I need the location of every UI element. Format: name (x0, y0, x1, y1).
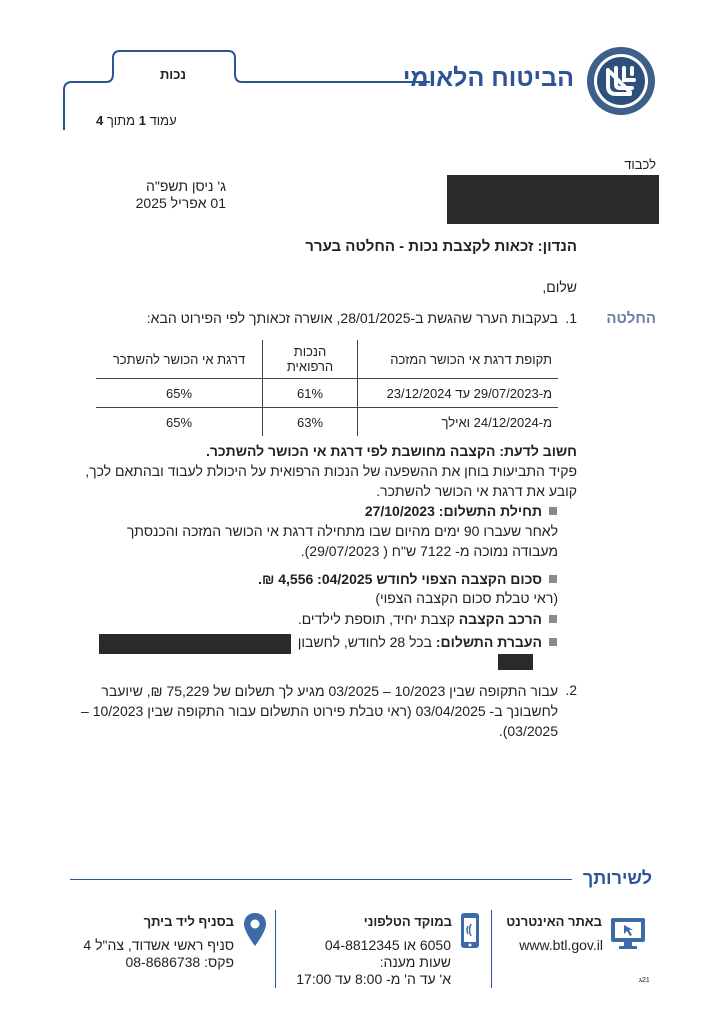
footer-divider (70, 879, 572, 880)
branch-title: בסניף ליד ביתך (143, 914, 234, 929)
computer-icon (608, 912, 648, 952)
transfer-title: העברת התשלום: (435, 634, 542, 650)
tab-disability: נכות (159, 67, 187, 82)
table-header-period: תקופת דרגת אי הכושר המזכה (390, 351, 552, 367)
page-current: 1 (138, 113, 146, 128)
web-title: באתר האינטרנט (506, 914, 602, 929)
composition-title: הרכב הקצבה (458, 611, 542, 627)
table-header-medical: הנכות הרפואית (263, 340, 358, 379)
recipient-label: לכבוד (624, 157, 656, 172)
page-of: מתוך (106, 113, 136, 128)
important-title: חשוב לדעת: הקצבה מחושבת לפי דרגת אי הכושר להשתכר. (205, 443, 577, 459)
footer-title: לשירותך (582, 868, 652, 888)
section-2-line-3: 03/2025). (498, 723, 558, 739)
phone-numbers[interactable]: 6050 או 04-8812345 (324, 937, 451, 953)
section-1-text: בעקבות הערר שהגשת ב-28/01/2025, אושרה זכאותך לפי הפירוט הבא: (146, 310, 558, 326)
gregorian-date: 01 אפריל 2025 (135, 195, 226, 211)
table-cell-period: מ-24/12/2024 ואילך (358, 408, 559, 437)
payment-start-title: תחילת התשלום: 27/10/2023 (364, 503, 542, 519)
table-cell-period: מ-29/07/2023 עד 23/12/2024 (358, 379, 559, 408)
phone-icon (459, 912, 481, 950)
table-cell-medical: 61% (263, 379, 358, 408)
important-line-1: פקיד התביעות בוחן את ההשפעה של הנכות הרפואית על היכולת לעבוד ובהתאם לכך, (85, 463, 577, 479)
bullet-square-icon (549, 575, 557, 583)
important-line-2: קובע את דרגת אי הכושר להשתכר. (376, 483, 577, 499)
greeting: שלום, (542, 279, 577, 295)
location-pin-icon (243, 912, 267, 948)
table-header-row (96, 340, 558, 379)
payment-start-line-1: לאחר שעברו 90 ימים מהיום שבו מתחילה דרגת אי הכושר המזכה והכנסתך (126, 523, 558, 539)
table-row (96, 408, 558, 437)
btl-logo-icon (586, 46, 656, 116)
footer-column-divider (275, 910, 276, 988)
redacted-address (447, 175, 659, 224)
transfer-text: בכל 28 לחודש, לחשבון (297, 634, 432, 650)
composition-line (298, 609, 542, 629)
hours-label: שעות מענה: (379, 954, 451, 970)
hours-text: א' עד ה' מ- 8:00 עד 17:00 (296, 971, 451, 987)
hebrew-date: ג' ניסן תשפ"ה (146, 178, 226, 194)
table-cell-incapacity: 65% (96, 408, 263, 437)
section-2-number: 2. (565, 682, 577, 698)
section-2-line-1: עבור התקופה שבין 10/2023 – 03/2025 מגיע לך תשלום של 75,229 ₪, שיועבר (101, 683, 558, 699)
form-code: 21ג (639, 977, 650, 984)
decision-side-label: החלטה (606, 310, 656, 327)
redacted-account-suffix (498, 654, 533, 670)
web-url-link[interactable]: www.btl.gov.il (519, 937, 603, 953)
table-cell-incapacity: 65% (96, 379, 263, 408)
brand-name: הביטוח הלאומי (402, 64, 574, 92)
branch-fax: פקס: 08-8686738 (125, 954, 234, 970)
payment-start-line-2: מעבודה נמוכה מ- 7122 ש"ח ( 29/07/2023). (300, 543, 558, 559)
phone-title: במוקד הטלפוני (363, 914, 452, 929)
page-total: 4 (96, 113, 104, 128)
table-row (96, 379, 558, 408)
expected-amount-note: (ראי טבלת סכום הקצבה הצפוי) (375, 590, 558, 606)
footer-column-divider (491, 910, 492, 988)
bullet-square-icon (549, 507, 557, 515)
composition-text: קצבת יחיד, תוספת לילדים. (297, 611, 455, 627)
rights-table (96, 340, 558, 436)
section-1-number: 1. (565, 310, 577, 326)
table-cell-medical: 63% (263, 408, 358, 437)
section-2-line-2: לחשבונך ב- 03/04/2025 (ראי טבלת פירוט התשלום עבור התקופה שבין 10/2023 – (81, 703, 558, 719)
subject-line: הנדון: זכאות לקצבת נכות - החלטה בערר (305, 238, 577, 255)
bullet-square-icon (549, 615, 557, 623)
table-header-incapacity: דרגת אי הכושר להשתכר (112, 351, 246, 367)
redacted-account (99, 634, 291, 654)
page-counter (96, 113, 177, 128)
bullet-square-icon (549, 638, 557, 646)
branch-address: סניף ראשי אשדוד, צה"ל 4 (83, 937, 234, 953)
transfer-line (298, 632, 542, 652)
expected-amount-title: סכום הקצבה הצפוי לחודש 04/2025: 4,556 ₪. (258, 571, 542, 587)
page-prefix: עמוד (149, 113, 177, 128)
